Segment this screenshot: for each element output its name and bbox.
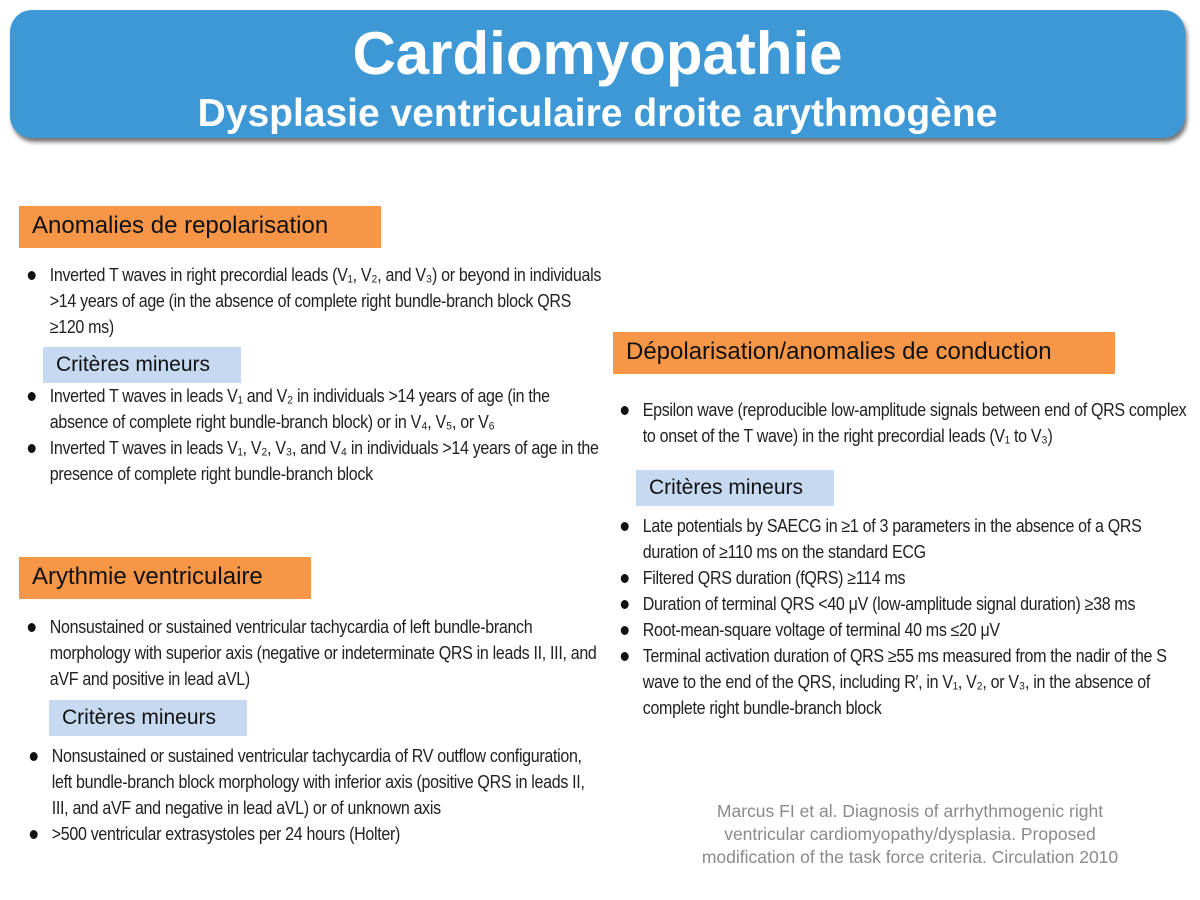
citation [655,800,1165,869]
repolarisation-minor-list [26,383,607,487]
list-item: Nonsustained or sustained ventricular tachycardia of left bundle-branch morphology with superior axis (negative or indeterminate QRS in leads II, III, and aVF and positive in lead aVL) [26,614,607,692]
list-item: Inverted T waves in leads V₁, V₂, V₃, and V₄ in individuals >14 years of age in the presence of complete right bundle-branch block [26,435,607,487]
list-item: Late potentials by SAECG in ≥1 of 3 parameters in the absence of a QRS duration of ≥110 ms on the standard ECG [619,513,1200,565]
list-item: Terminal activation duration of QRS ≥55 ms measured from the nadir of the S wave to the end of the QRS, including R′, in V₁, V₂, or V₃, in the absence of complete right bundle-branch block [619,643,1200,721]
section-label-depolarisation: Dépolarisation/anomalies de conduction [613,332,1115,374]
citation-line: ventricular cardiomyopathy/dysplasia. Proposed [724,824,1096,844]
section-label-arythmie: Arythmie ventriculaire [19,557,311,599]
list-item: Inverted T waves in right precordial leads (V₁, V₂, and V₃) or beyond in individuals >14 years of age (in the absence of complete right bundle-branch block QRS ≥120 ms) [26,262,607,340]
list-item: Filtered QRS duration (fQRS) ≥114 ms [619,565,1200,591]
arythmie-minor-list [28,743,591,847]
sub-label-arythmie-minor: Critères mineurs [49,700,247,736]
citation-line: Marcus FI et al. Diagnosis of arrhythmogenic right [716,801,1104,821]
depolarisation-major-list [619,397,1200,449]
slide-subtitle: Dysplasie ventriculaire droite arythmogène [197,92,998,135]
arythmie-major-list [26,614,607,692]
slide-title: Cardiomyopathie [352,20,843,87]
depolarisation-minor-list [619,513,1200,721]
list-item: Duration of terminal QRS <40 μV (low-amplitude signal duration) ≥38 ms [619,591,1200,617]
title-banner [10,10,1185,138]
list-item: Nonsustained or sustained ventricular tachycardia of RV outflow configuration, left bundle-branch block morphology with inferior axis (positive QRS in leads II, III, and aVF and negative in lead aVL) or of unknown axis [28,743,591,821]
repolarisation-major-list [26,262,607,340]
section-label-repolarisation: Anomalies de repolarisation [19,206,381,248]
list-item: >500 ventricular extrasystoles per 24 hours (Holter) [28,821,591,847]
sub-label-repolarisation-minor: Critères mineurs [43,347,241,383]
list-item: Inverted T waves in leads V₁ and V₂ in individuals >14 years of age (in the absence of complete right bundle-branch block) or in V₄, V₅, or V₆ [26,383,607,435]
citation-line: modification of the task force criteria. Circulation 2010 [701,847,1119,867]
list-item: Root-mean-square voltage of terminal 40 ms ≤20 μV [619,617,1200,643]
sub-label-depolarisation-minor: Critères mineurs [636,470,834,506]
list-item: Epsilon wave (reproducible low-amplitude signals between end of QRS complex to onset of the T wave) in the right precordial leads (V₁ to V₃) [619,397,1200,449]
